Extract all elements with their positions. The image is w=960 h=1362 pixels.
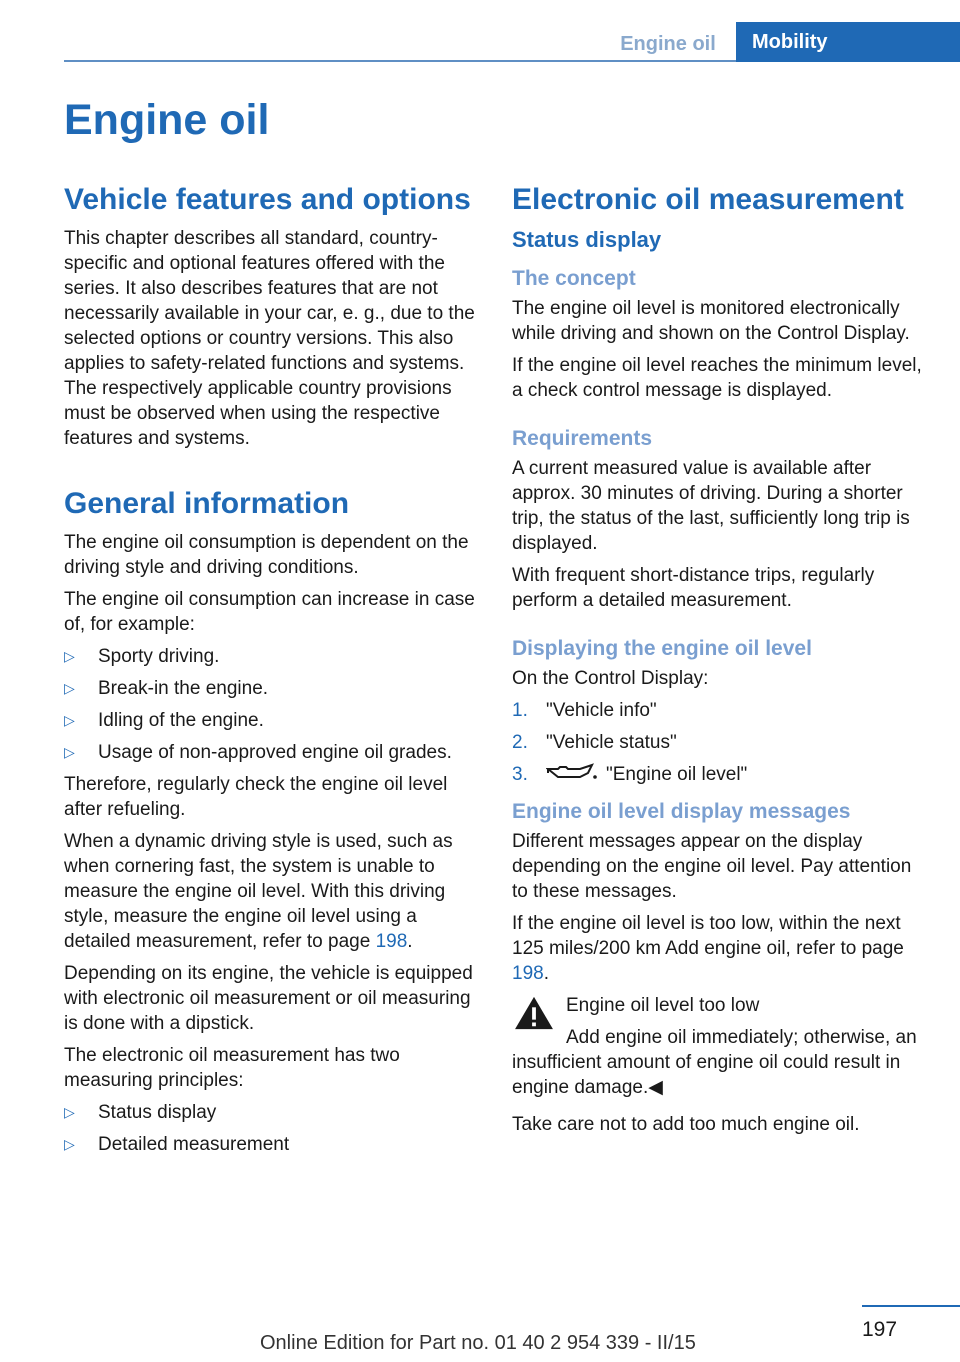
- heading-display-messages: Engine oil level display messages: [512, 800, 851, 823]
- paragraph: The engine oil level is monitored electronically while driving and shown on the Control Display.: [512, 298, 910, 344]
- paragraph: The engine oil consumption can increase in case of, for example:: [64, 589, 475, 635]
- paragraph-text: If the engine oil level is too low, within the next 125 miles/200 km Add engine oil, refer to page: [512, 913, 904, 959]
- step-text: "Vehicle info": [546, 700, 657, 721]
- paragraph: When a dynamic driving style is used, such as when cornering fast, the system is unable to measure the engine oil level. With this driving style, measure the engine oil level using a detailed measurement, refer to page 198.: [64, 831, 453, 952]
- consumption-list: [64, 644, 478, 765]
- step-number: 2.: [512, 732, 528, 753]
- header-section-label: Engine oil: [620, 32, 716, 55]
- paragraph: On the Control Display:: [512, 668, 709, 689]
- paragraph: With frequent short-distance trips, regularly perform a detailed measurement.: [512, 565, 875, 611]
- warning-triangle-icon: [512, 995, 556, 1031]
- page-link[interactable]: 198: [512, 963, 544, 984]
- list-item: ▷ Sporty driving.: [64, 644, 478, 669]
- footer-rule: [862, 1305, 960, 1307]
- heading-general-information: General information: [64, 487, 350, 520]
- paragraph-text: When a dynamic driving style is used, such as when cornering fast, the system is unable to measure the engine oil level. With this driving style, measure the engine oil level using a detailed measurement, refer to page: [64, 831, 453, 952]
- heading-requirements: Requirements: [512, 427, 653, 450]
- paragraph: If the engine oil level reaches the minimum level, a check control message is displayed.: [512, 355, 922, 401]
- heading-electronic-oil-measurement: Electronic oil measurement: [512, 183, 904, 216]
- paragraph: Different messages appear on the display depending on the engine oil level. Pay attention to these messages.: [512, 831, 912, 902]
- step-text: "Vehicle status": [546, 732, 677, 753]
- heading-status-display: Status display: [512, 227, 662, 252]
- step-item: [512, 730, 926, 755]
- warning-title: Engine oil level too low: [566, 995, 760, 1016]
- heading-vehicle-features: Vehicle features and options: [64, 183, 471, 216]
- step-item: [512, 698, 926, 723]
- paragraph: The electronic oil measurement has two measuring principles:: [64, 1045, 400, 1091]
- left-column: [64, 180, 478, 1164]
- list-item: ▷ Idling of the engine.: [64, 708, 478, 733]
- list-item: ▷ Usage of non-approved engine oil grades.: [64, 740, 478, 765]
- heading-concept: The concept: [512, 267, 636, 290]
- oil-can-icon: [546, 763, 598, 783]
- paragraph: Therefore, regularly check the engine oil level after refueling.: [64, 774, 448, 820]
- steps-list: [512, 698, 926, 787]
- header-chapter-tab: Mobility: [736, 22, 960, 62]
- footer-edition: Online Edition for Part no. 01 40 2 954 339 - II/15: [260, 1332, 696, 1354]
- paragraph: The engine oil consumption is dependent on the driving style and driving conditions.: [64, 532, 469, 578]
- paragraph: A current measured value is available after approx. 30 minutes of driving. During a shorter trip, the status of the last, sufficiently long trip is displayed.: [512, 458, 910, 554]
- principles-list: [64, 1100, 478, 1157]
- page-title: Engine oil: [64, 96, 270, 144]
- step-text: "Engine oil level": [606, 764, 748, 785]
- warning-text: Add engine oil immediately; otherwise, an insufficient amount of engine oil could result in engine damage.◀: [512, 1027, 917, 1098]
- paragraph: Take care not to add too much engine oil.: [512, 1114, 860, 1135]
- step-item: [512, 762, 926, 787]
- warning-box: [512, 993, 926, 1100]
- step-number: 1.: [512, 700, 528, 721]
- list-item: ▷ Detailed measurement: [64, 1132, 478, 1157]
- paragraph: Depending on its engine, the vehicle is equipped with electronic oil measurement or oil measuring is done with a dipstick.: [64, 963, 473, 1034]
- page-link[interactable]: 198: [375, 931, 408, 952]
- list-item: ▷ Status display: [64, 1100, 478, 1125]
- paragraph: This chapter describes all standard, country-specific and optional features offered with the series. It also describes features that are not necessarily available in your car, e. g., due to the selected options or country versions. This also applies to safety-related functions and systems. The respectively applicable country provisions must be observed when using the respective features and systems.: [64, 228, 475, 449]
- step-number: 3.: [512, 764, 528, 785]
- list-item: ▷ Break-in the engine.: [64, 676, 478, 701]
- paragraph: If the engine oil level is too low, within the next 125 miles/200 km Add engine oil, refer to page 198.: [512, 913, 904, 984]
- page-number: 197: [862, 1318, 898, 1341]
- right-column: [512, 180, 926, 1144]
- heading-displaying-oil-level: Displaying the engine oil level: [512, 637, 812, 660]
